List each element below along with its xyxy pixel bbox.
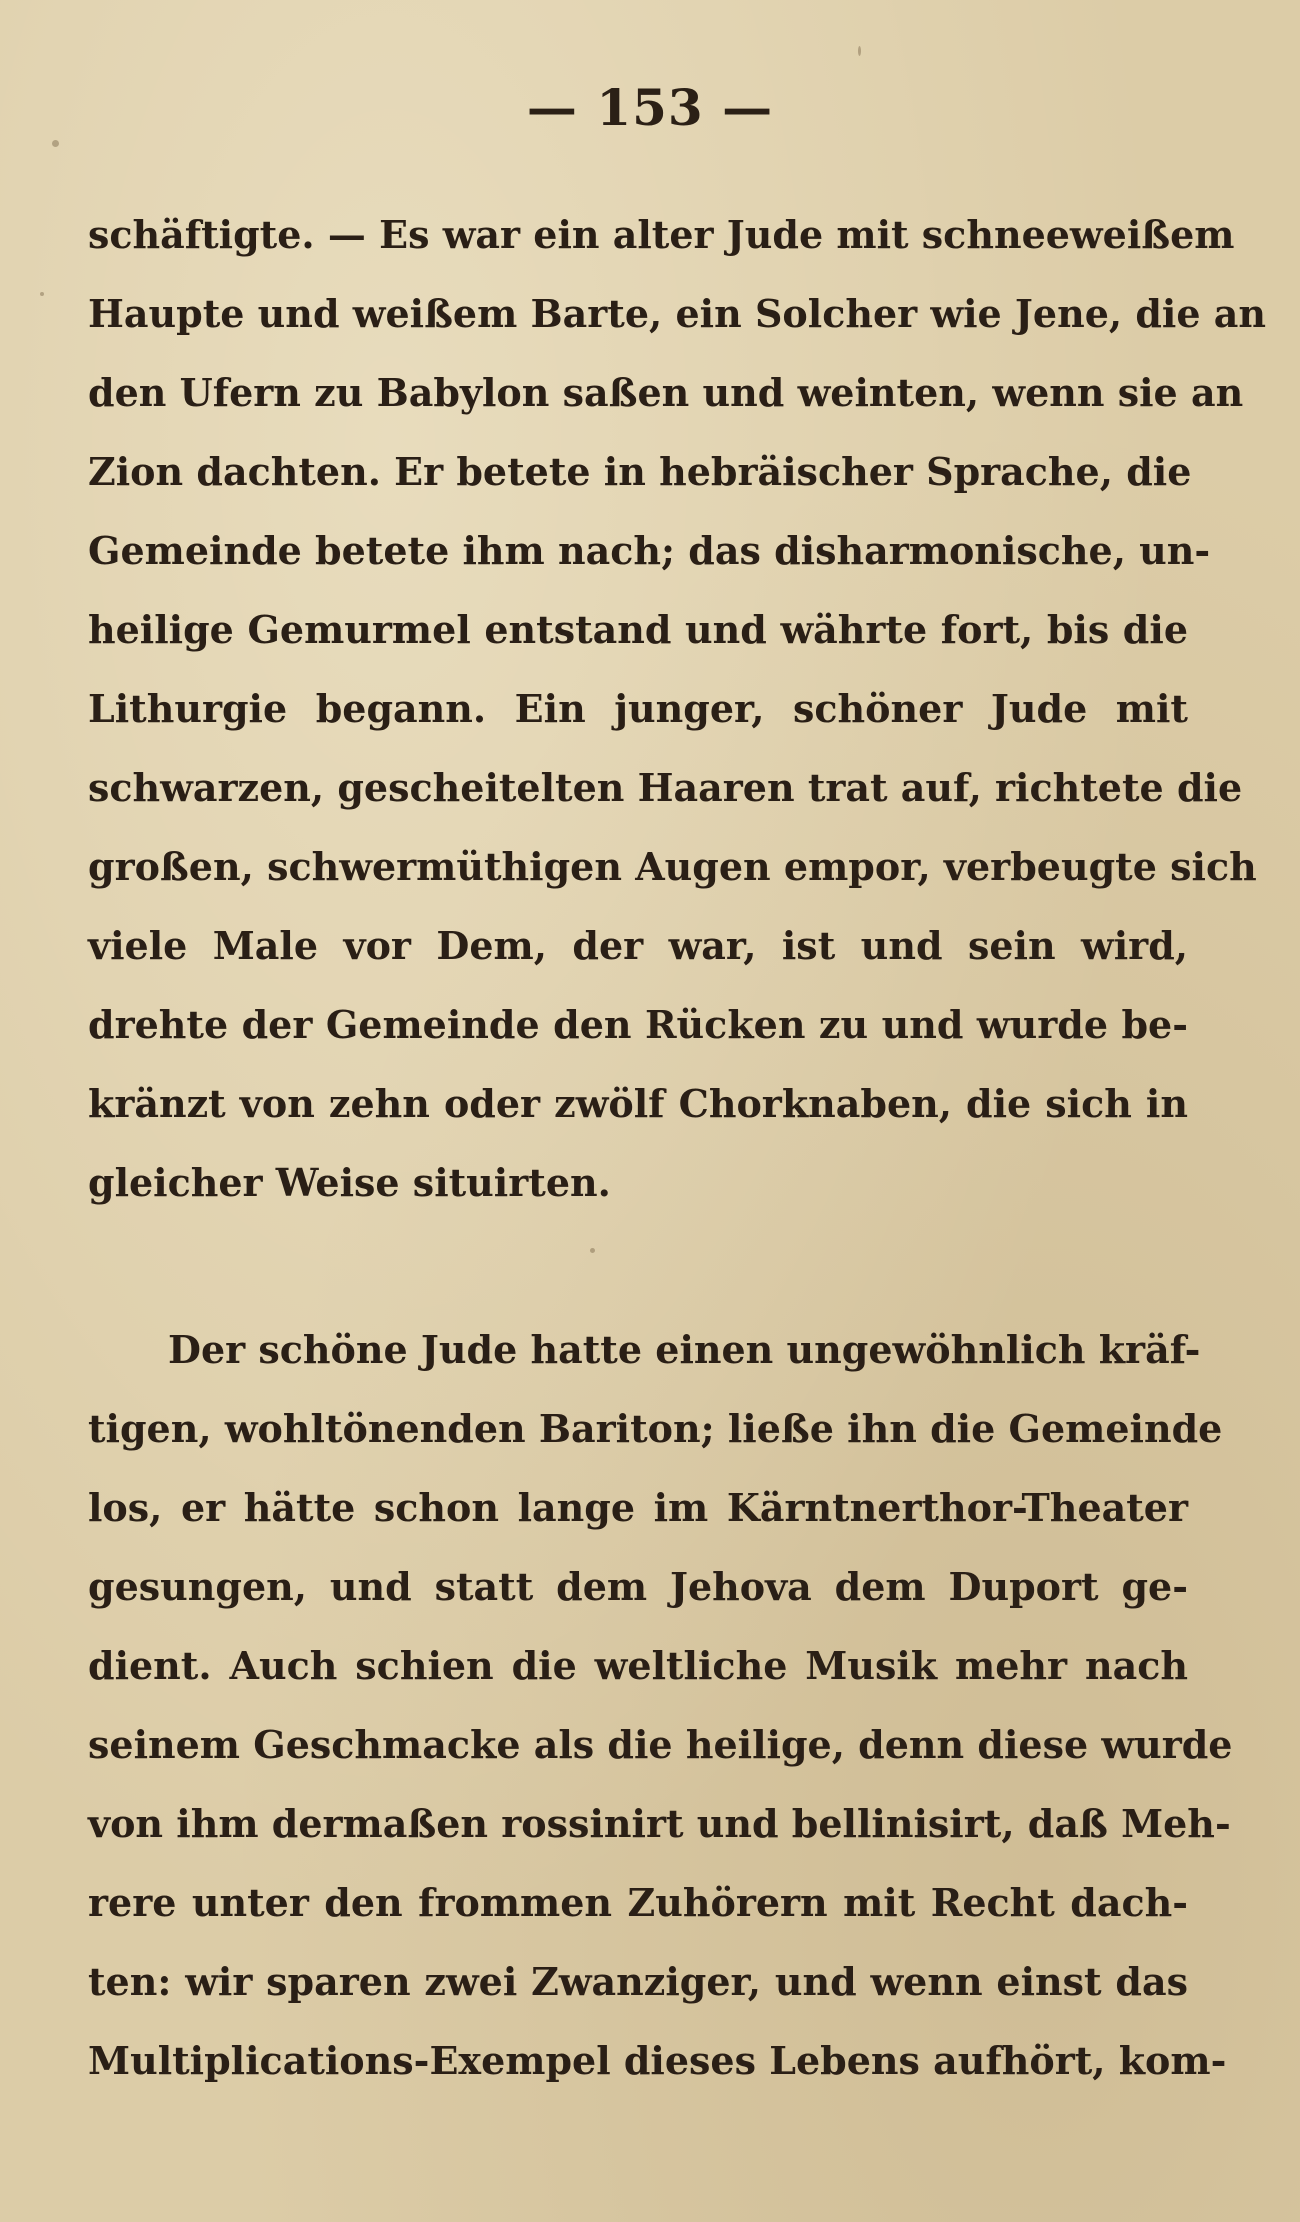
- page-number: — 153 —: [526, 78, 774, 137]
- text-line: von ihm dermaßen rossinirt und bellinisirt, daß Meh-: [88, 1801, 1231, 1846]
- paper-speck: [858, 46, 861, 56]
- text-line: seinem Geschmacke als die heilige, denn diese wurde: [88, 1722, 1233, 1767]
- paper-speck: [40, 292, 44, 296]
- text-line: Gemeinde betete ihm nach; das disharmonische, un-: [88, 528, 1211, 573]
- text-line: schwarzen, gescheitelten Haaren trat auf, richtete die: [88, 765, 1243, 810]
- text-line: Multiplications-Exempel dieses Lebens aufhört, kom-: [88, 2038, 1227, 2083]
- text-line: kränzt von zehn oder zwölf Chorknaben, die sich in: [88, 1081, 1188, 1126]
- text-line: Der schöne Jude hatte einen ungewöhnlich kräf-: [168, 1327, 1201, 1372]
- text-line: tigen, wohltönenden Bariton; ließe ihn die Gemeinde: [88, 1406, 1223, 1451]
- text-line: viele Male vor Dem, der war, ist und sein wird,: [88, 923, 1188, 968]
- text-line: heilige Gemurmel entstand und währte fort, bis die: [88, 607, 1188, 652]
- paper-speck: [52, 140, 59, 147]
- text-line: Haupte und weißem Barte, ein Solcher wie Jene, die an: [88, 291, 1267, 336]
- text-line: ten: wir sparen zwei Zwanziger, und wenn einst das: [88, 1959, 1188, 2004]
- text-line: Lithurgie begann. Ein junger, schöner Jude mit: [88, 686, 1188, 731]
- text-line: rere unter den frommen Zuhörern mit Recht dach-: [88, 1880, 1188, 1925]
- text-line: den Ufern zu Babylon saßen und weinten, wenn sie an: [88, 370, 1244, 415]
- text-line: gleicher Weise situirten.: [88, 1160, 611, 1205]
- text-line: gesungen, und statt dem Jehova dem Duport ge-: [88, 1564, 1188, 1609]
- text-line: los, er hätte schon lange im Kärntnerthor-Theater: [88, 1485, 1188, 1530]
- text-line: dient. Auch schien die weltliche Musik mehr nach: [88, 1643, 1188, 1688]
- text-line: drehte der Gemeinde den Rücken zu und wurde be-: [88, 1002, 1188, 1047]
- paragraph-2: [88, 1310, 1233, 2100]
- paragraph-1: [88, 195, 1267, 1222]
- text-line: großen, schwermüthigen Augen empor, verbeugte sich: [88, 844, 1257, 889]
- text-line: Zion dachten. Er betete in hebräischer Sprache, die: [88, 449, 1192, 494]
- paper-speck: [590, 1248, 595, 1253]
- text-line: schäftigte. — Es war ein alter Jude mit schneeweißem: [88, 212, 1235, 257]
